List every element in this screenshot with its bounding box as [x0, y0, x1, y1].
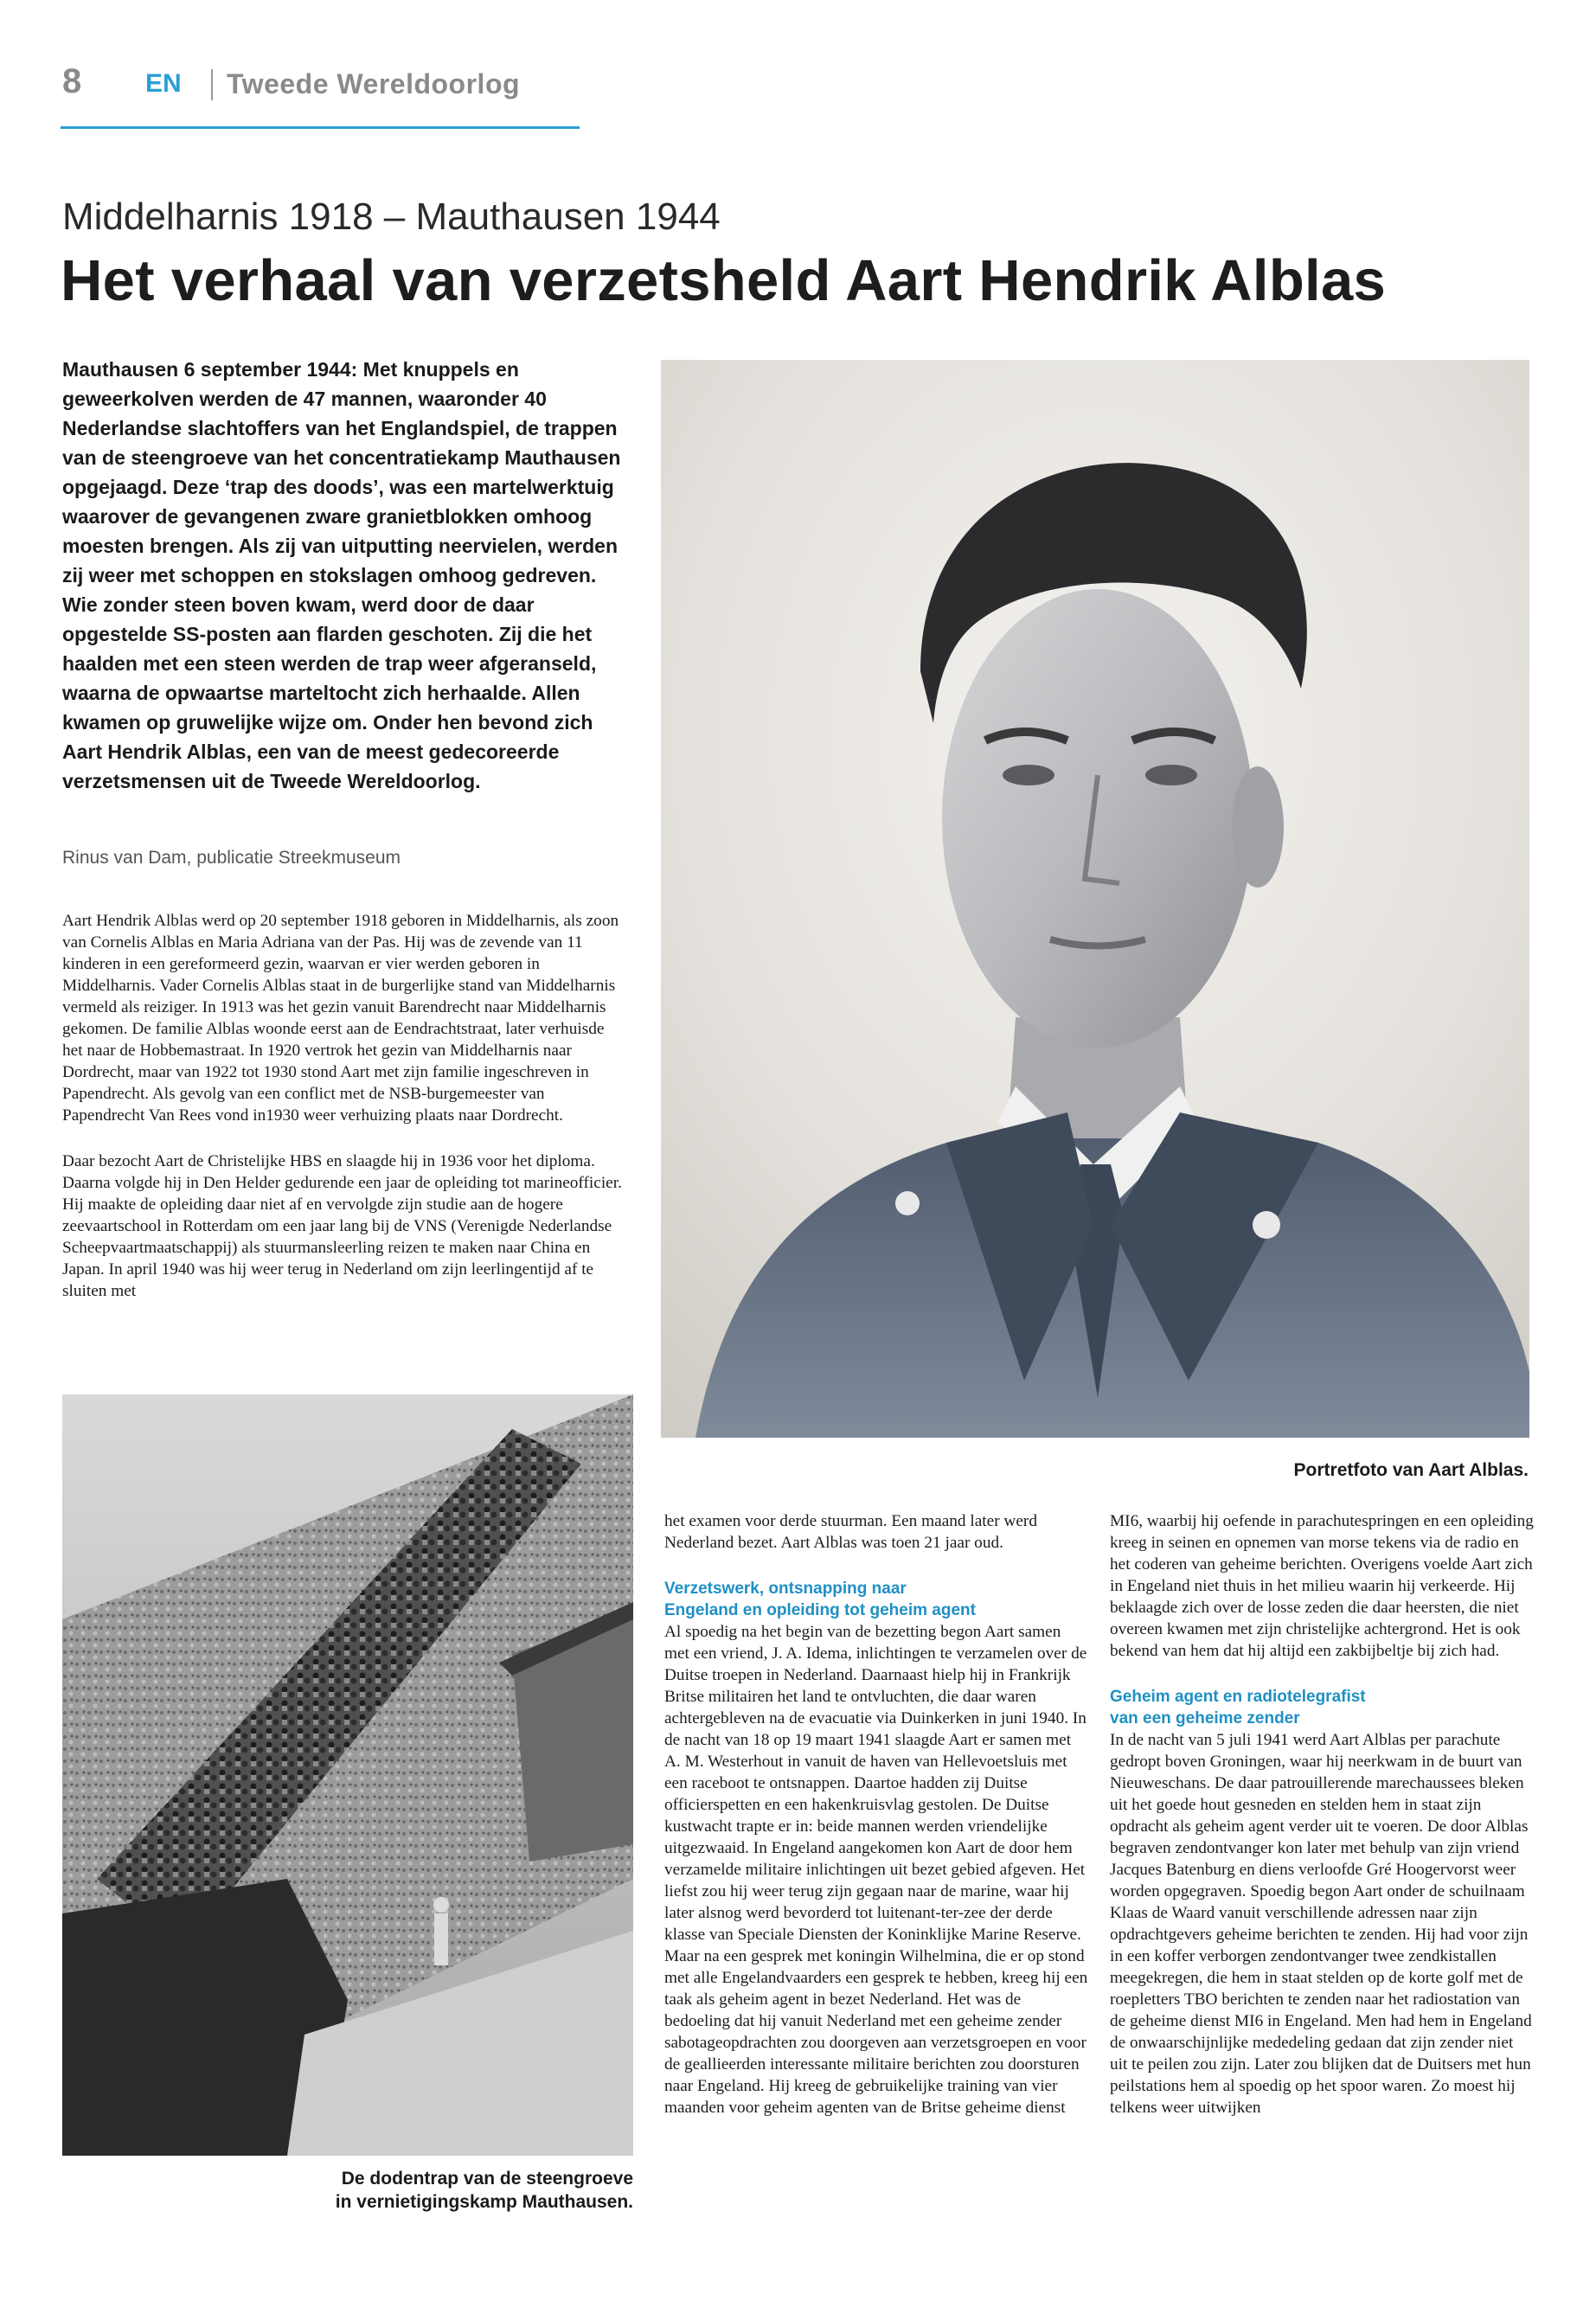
article-kicker: Middelharnis 1918 – Mauthausen 1944 [62, 195, 721, 238]
staircase-caption [62, 2167, 633, 2214]
staircase-caption-line: De dodentrap van de steengroeve [341, 2169, 633, 2189]
body-paragraph: Al spoedig na het begin van de bezetting begon Aart samen met een vriend, J. A. Idema, inlichtingen te verzamelen over de Duitse troepen in Nederland. Daarnaast hielp hij in Frankrijk Britse militairen het land te ontvluchten, die daar waren achtergebleven na de evacuatie via Duinkerken in juni 1940. In de nacht van 18 op 19 maart 1941 slaagde Aart er samen met A. M. Westerhout in vanuit de haven van Hellevoetsluis met een raceboot te ontsnappen. Daartoe hadden zij Duitse officierspetten en een hakenkruisvlag gestolen. De Duitse kustwacht trapte er in: beide mannen werden vriendelijke uitgezwaaid. In Engeland aangekomen kon Aart de door hem verzamelde militaire inlichtingen uit bezet gebied afgeven. Het liefst zou hij weer terug zijn gegaan naar de marine, waar hij later alsnog werd bevorderd tot luitenant-ter-zee der derde klasse van Speciale Diensten der Koninklijke Marine Reserve. Maar na een gesprek met koningin Wilhelmina, die er op stond met alle Engelandvaarders een gesprek te hebben, kreeg hij een taak als geheim agent in bezet Nederland. Het was de bedoeling dat hij vanuit Nederland met een geheime zender sabotageopdrachten zou doorgeven aan verzetsgroepen en voor de geallieerden interessante militaire berichten zou doorsturen naar Engeland. Hij kreeg de gebruikelijke training van vier maanden voor geheim agenten van de Britse geheime dienst [664, 1623, 1088, 2117]
body-paragraph: Daar bezocht Aart de Christelijke HBS en slaagde hij in 1936 voor het diploma. Daarna volgde hij in Den Helder gedurende een jaar de opleiding tot marineofficier. Hij maakte de opleiding daar niet af en vervolgde zijn studie aan de hogere zeevaartschool in Rotterdam om een jaar lang bij de VNS (Verenigde Nederlandse Scheepvaartmaatschappij) als stuurmansleerling reizen te maken naar China en Japan. In april 1940 was hij weer terug in Nederland om zijn leerlingentijd af te sluiten met [62, 1152, 622, 1300]
page-number: 8 [62, 62, 82, 100]
article-byline: Rinus van Dam, publicatie Streekmuseum [62, 848, 401, 868]
body-paragraph: In de nacht van 5 juli 1941 werd Aart Alblas per parachute gedropt boven Groningen, waar hij neerkwam in de buurt van Nieuweschans. De daar patrouillerende marechaussees bleken uit het goede hout gesneden en stelden hem in staat zijn opdracht als geheim agent verder uit te voeren. De door Alblas begraven zendontvanger kon later met behulp van zijn vriend Jacques Batenburg en diens verloofde Gré Hoogervorst weer worden opgegraven. Spoedig begon Aart onder de schuilnaam Klaas de Waard vanuit verschillende adressen naar zijn opdrachtgevers geheime berichten te zenden. Hij had voor zijn in een koffer verborgen zendontvanger twee zendkistallen meegekregen, die hem in staat stelden op de korte golf met de roepletters TBO berichten te zenden naar het radiostation van de geheime dienst MI6 in Engeland. Men had hem in Engeland de onwaarschijnlijke mededeling gedaan dat zijn zender niet uit te peilen zou zijn. Later zou blijken dat de Duitsers met hun peilstations hem al spoedig op het spoor waren. Zo moest hij telkens weer uitwijken [1110, 1731, 1532, 2117]
logo-text: EN [145, 69, 182, 95]
header-rule [61, 126, 580, 129]
body-column-2 [664, 1510, 1088, 2143]
body-column-1 [62, 910, 625, 1326]
section-subhead: Verzetswerk, ontsnapping naar [664, 1580, 907, 1598]
section-name: Tweede Wereldoorlog [227, 68, 521, 99]
section-subhead: van een geheime zender [1110, 1709, 1300, 1727]
section-subhead: Engeland en opleiding tot geheim agent [664, 1601, 976, 1619]
newspaper-logo [145, 69, 195, 95]
portrait-photo [661, 360, 1529, 1438]
section-subhead: Geheim agent en radiotelegrafist [1110, 1688, 1366, 1706]
article-intro: Mauthausen 6 september 1944: Met knuppels en geweerkolven werden de 47 mannen, waaronder 40 Nederlandse slachtoffers van het Englandspiel, de trappen van de steengroeve van het concentratiekamp Mauthausen opgejaagd. Deze ‘trap des doods’, was een martelwerktuig waarover de gevangenen zware granietblokken omhoog moesten brengen. Als zij van uitputting neervielen, werden zij weer met schoppen en stokslagen omhoog gedreven. Wie zonder steen boven kwam, werd door de daar opgestelde SS-posten aan flarden geschoten. Zij die het haalden met een steen werden de trap weer afgeranseld, waarna de opwaartse marteltocht zich herhaalde. Allen kwamen op gruwelijke wijze om. Onder hen bevond zich Aart Hendrik Alblas, een van de meest gedecoreerde verzetsmensen uit de Tweede Wereldoorlog. [62, 358, 621, 792]
body-paragraph: het examen voor derde stuurman. Een maand later werd Nederland bezet. Aart Alblas was toen 21 jaar oud. [664, 1512, 1037, 1552]
staircase-caption-line: in vernietigingskamp Mauthausen. [335, 2192, 633, 2212]
body-column-3 [1110, 1510, 1534, 2143]
header-divider [211, 69, 213, 100]
body-paragraph: MI6, waarbij hij oefende in parachutespringen en een opleiding kreeg in seinen en opnemen van morse tekens via de radio en het coderen van geheime berichten. Overigens voelde Aart zich in Engeland niet thuis in het milieu waarin hij verkeerde. Hij beklaagde zich over de losse zeden die daar heersten, die niet overeen kwamen met zijn christelijke achtergrond. Het is ook bekend van hem dat hij altijd een zakbijbeltje bij zich had. [1110, 1512, 1534, 1660]
body-paragraph: Aart Hendrik Alblas werd op 20 september 1918 geboren in Middelharnis, als zoon van Cornelis Alblas en Maria Adriana van der Pas. Hij was de zevende van 11 kinderen in een gereformeerd gezin, waarvan er vier werden geboren in Middelharnis. Vader Cornelis Alblas staat in de burgerlijke stand van Middelharnis vermeld als reiziger. In 1913 was het gezin vanuit Barendrecht naar Middelharnis gekomen. De familie Alblas woonde eerst aan de Eendrachtstraat, later verhuisde het naar de Hobbemastraat. In 1920 vertrok het gezin van Middelharnis naar Dordrecht, maar van 1922 tot 1930 stond Aart met zijn familie ingeschreven in Papendrecht. Als gevolg van een conflict met de NSB-burgemeester van Papendrecht Van Rees vond in1930 weer verhuizing plaats naar Dordrecht. [62, 912, 619, 1125]
staircase-photo [62, 1394, 633, 2156]
portrait-caption: Portretfoto van Aart Alblas. [1293, 1460, 1529, 1480]
article-headline: Het verhaal van verzetsheld Aart Hendrik Alblas [61, 248, 1387, 313]
